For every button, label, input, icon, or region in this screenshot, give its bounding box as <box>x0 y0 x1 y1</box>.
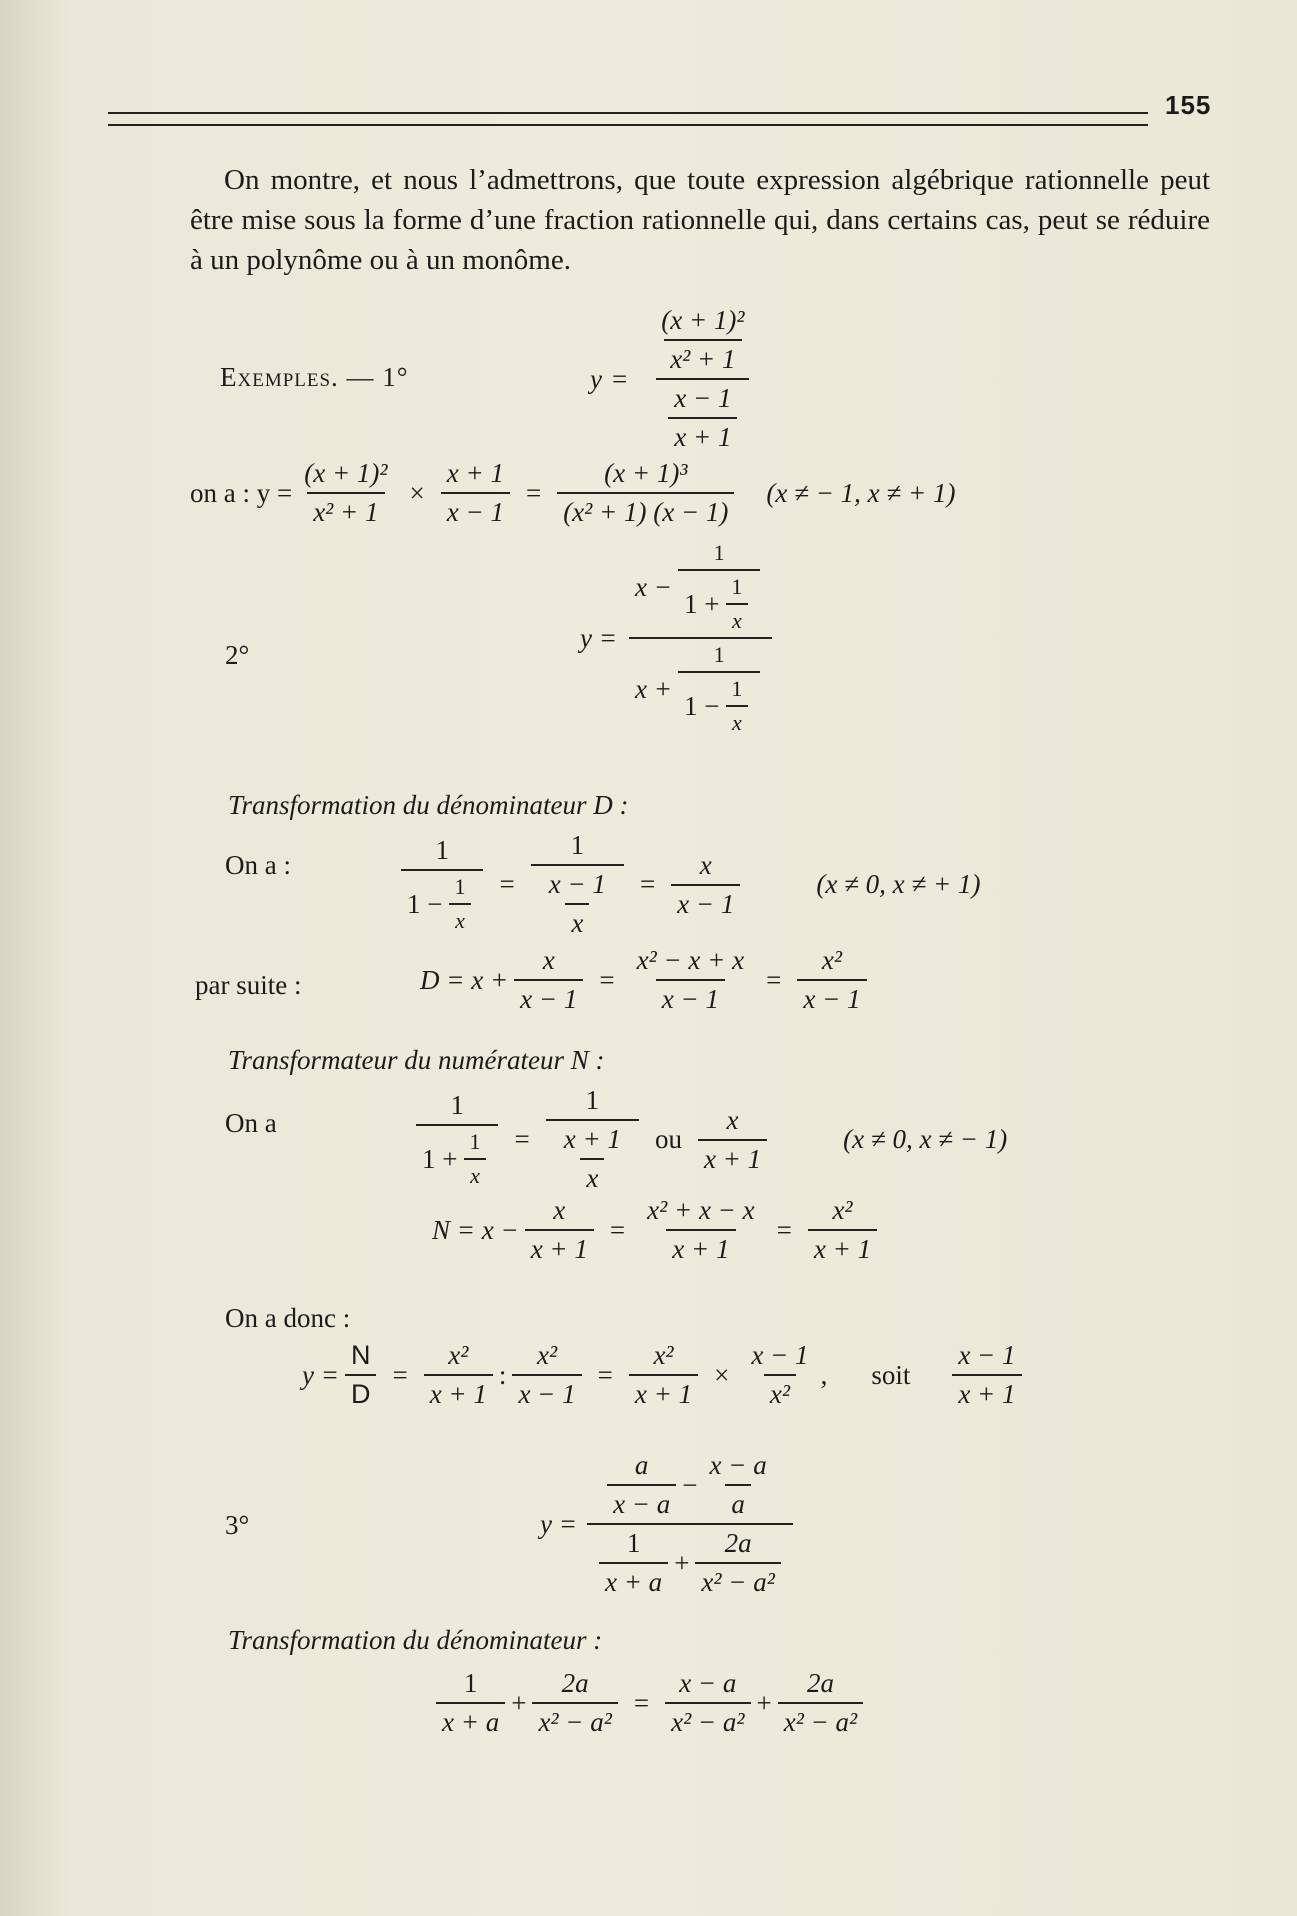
example1-label: Exemples. — 1° <box>220 362 409 392</box>
example1-computation: on a : y = $\frac{\text{(x + 1)²}}{\text{x² + 1}}$ × $\frac{x + 1}{x - 1}$ = $\frac{\text{(x + 1)³}}{\text{(x² + 1) (x − 1)}}$ (x ≠ − 1, x ≠ + 1) <box>190 458 956 527</box>
transfo-D-par-suite: par suite : <box>195 970 302 1000</box>
donc-label: On a donc : <box>225 1303 351 1333</box>
transfo-N-on-a: On a <box>225 1108 277 1138</box>
example3-label: 3° <box>225 1510 250 1540</box>
transfo-D3-equation: $\frac{1}{x + a}$ + $\frac{2a}{\text{x² − a²}}$ = $\frac{x - a}{\text{x² − a²}}$ + $\frac{2a}{\text{x² − a²}}$ <box>430 1668 869 1738</box>
example3-equation: y = $\frac{a}{x - a}$ − $\frac{x - a}{a}$ $\frac{1}{x + a}$ + $\frac{2a}{\text{x² − a²}}$ <box>540 1450 799 1598</box>
transfo-N-result: N = x − $\frac{x}{x + 1}$ = $\frac{\text{x² + x − x}}{x + 1}$ = $\frac{\text{x²}}{x + 1}$ <box>432 1195 883 1265</box>
transfo-N-equation: 1 1 + $\frac{1}{x}$ = $\frac{1}{\frac{x + 1}{x}}$ ou $\frac{x}{x + 1}$ (x ≠ 0, x ≠ − 1) <box>410 1085 1007 1194</box>
transfo-D-result: D = x + $\frac{x}{x - 1}$ = $\frac{\text{x² − x + x}}{x - 1}$ = $\frac{\text{x²}}{x - 1}$ <box>420 945 873 1015</box>
transfo-D-title: Transformation du dénominateur D : <box>228 790 629 820</box>
transfo-D-on-a: On a : <box>225 850 291 880</box>
transfo-N-title: Transformateur du numérateur N : <box>228 1045 605 1075</box>
example2-equation: y = x − 1 1 + $\frac{1}{x}$ x + 1 1 − $\frac{1}{x}$ <box>580 540 778 736</box>
header-rule <box>108 112 1148 126</box>
transfo-D-equation: 1 1 − $\frac{1}{x}$ = $\frac{1}{\frac{x - 1}{x}}$ = $\frac{x}{x - 1}$ (x ≠ 0, x ≠ + 1) <box>395 830 980 939</box>
example1-equation: y = $\frac{\frac{\text{(x + 1)²}}{\text{x² + 1}}}{\frac{x - 1}{x + 1}}$ <box>590 305 769 453</box>
donc-equation: y = $\frac{N}{D}$ = $\frac{\text{x²}}{x + 1}$ : $\frac{\text{x²}}{x - 1}$ = $\frac{\text{x²}}{x + 1}$ × $\frac{x - 1}{\text{x²}}$ , soit $\frac{x - 1}{x + 1}$ <box>302 1340 1028 1410</box>
page-number: 155 <box>1165 90 1212 120</box>
transfo-D3-title: Transformation du dénominateur : <box>228 1625 603 1655</box>
example1-compound-fraction: $\frac{\frac{\text{(x + 1)²}}{\text{x² + 1}}}{\frac{x - 1}{x + 1}}$ <box>643 305 762 453</box>
example2-label: 2° <box>225 640 250 670</box>
intro-paragraph: On montre, et nous l’admettrons, que toute expression algébrique rationnelle peut être mise sous la forme d’une fraction rationnelle qui, dans certains cas, peut se réduire à un polynôme ou à un monôme. <box>190 164 1210 276</box>
